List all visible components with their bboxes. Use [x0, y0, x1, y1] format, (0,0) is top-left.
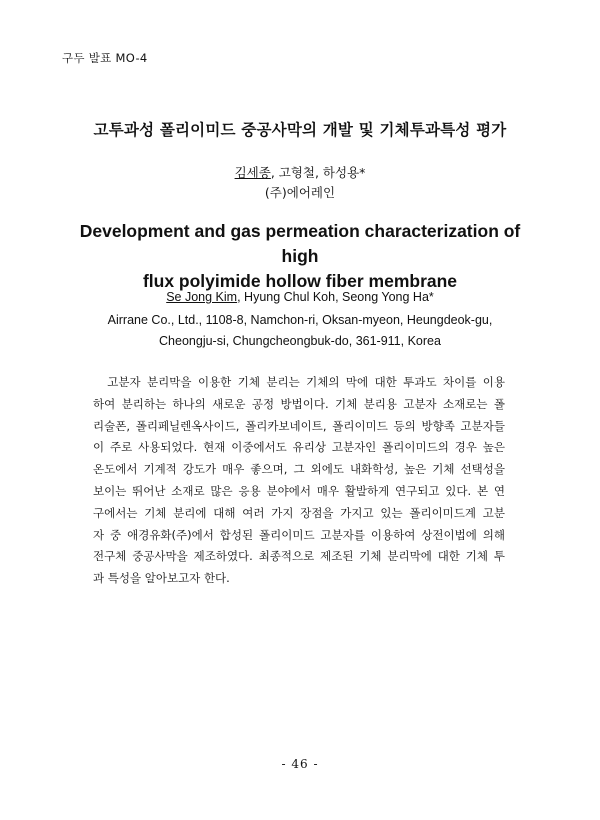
korean-coauthors: , 고형철, 하성용*	[270, 165, 366, 180]
korean-title: 고투과성 폴리이미드 중공사막의 개발 및 기체투과특성 평가	[93, 121, 507, 139]
abstract-line: 과 특성을 알아보고자 한다.	[93, 571, 230, 586]
page-number: - 46 -	[281, 757, 319, 771]
english-affiliation-line-2: Cheongju-si, Chungcheongbuk-do, 361-911, Korea	[159, 334, 441, 348]
abstract-body	[93, 372, 505, 590]
abstract-line: 전구체 중공사막을 제조하였다. 최종적으로 제조된 기체 분리막에 대한 기체 투	[93, 549, 505, 564]
korean-presenting-author: 김세종	[234, 165, 271, 180]
abstract-line: 하여 분리하는 하나의 새로운 공정 방법이다. 기체 분리용 고분자 소재로는 폴	[93, 396, 505, 411]
english-authors	[0, 290, 600, 304]
english-coauthors: , Hyung Chul Koh, Seong Yong Ha*	[237, 290, 434, 304]
korean-affiliation: (주)에어레인	[264, 185, 336, 200]
abstract-line: 구에서는 기체 분리에 대해 여러 가지 장점을 가지고 있는 폴리이미드계 고분	[93, 505, 505, 520]
abstract-line: 고분자 분리막을 이용한 기체 분리는 기체의 막에 대한 투과도 차이를 이용	[93, 375, 505, 389]
english-title-line-1: Development and gas permeation characterization of high	[79, 221, 521, 266]
english-affiliation-line-1: Airrane Co., Ltd., 1108-8, Namchon-ri, Oksan-myeon, Heungdeok-gu,	[107, 313, 493, 327]
abstract-line: 온도에서 기계적 강도가 매우 좋으며, 그 외에도 내화학성, 높은 기체 선택성을	[93, 462, 505, 477]
session-tag: 구두 발표 MO-4	[62, 51, 148, 65]
abstract-line: 리술폰, 폴리페닐렌옥사이드, 폴리카보네이트, 폴리이미드 등의 방향족 고분자들	[93, 418, 505, 433]
abstract-line: 자 중 애경유화(주)에서 합성된 폴리이미드 고분자를 이용하여 상전이법에 의해	[93, 527, 505, 542]
english-affiliation	[60, 310, 540, 352]
korean-authors	[0, 163, 600, 181]
abstract-line: 이 주로 사용되었다. 현재 이중에서도 유리상 고분자인 폴리이미드의 경우 높은	[93, 440, 505, 455]
english-title-line-2: flux polyimide hollow fiber membrane	[142, 271, 458, 291]
english-presenting-author: Se Jong Kim	[166, 290, 238, 304]
abstract-line: 보이는 뛰어난 소재로 많은 응용 분야에서 매우 활발하게 연구되고 있다. 본 연	[93, 483, 505, 498]
english-title	[70, 219, 530, 294]
